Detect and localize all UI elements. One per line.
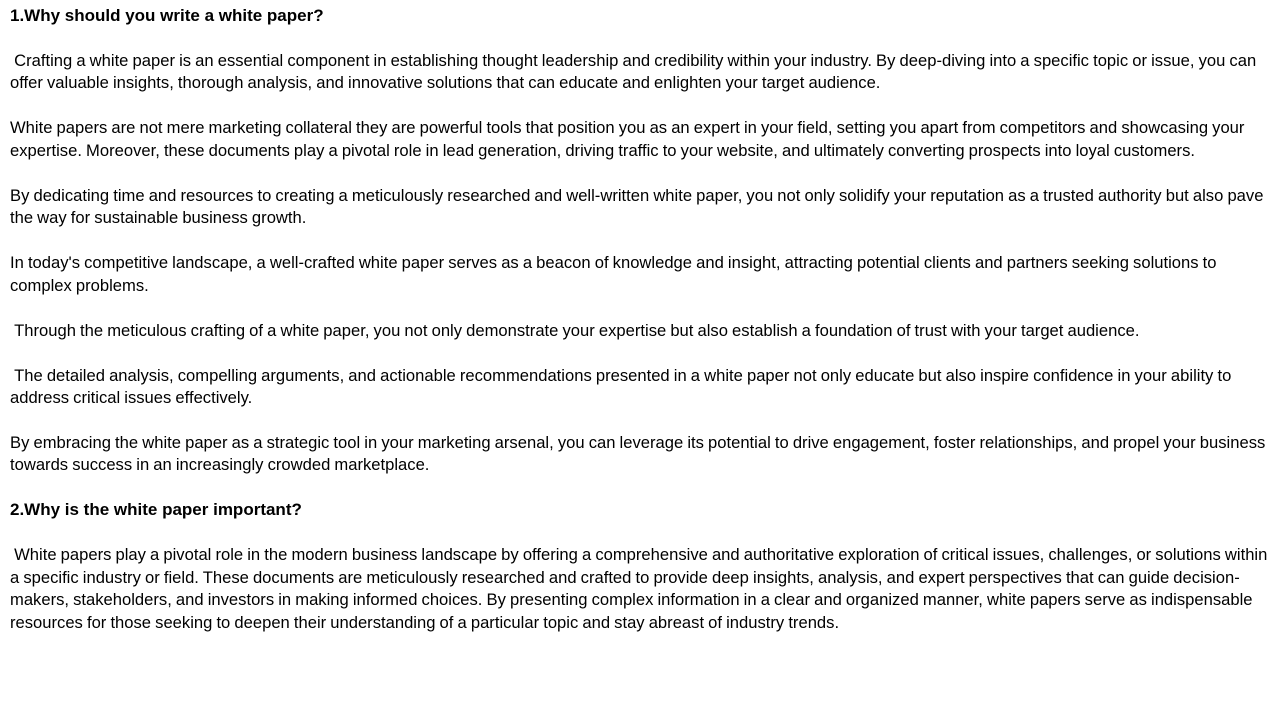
paragraph: Through the meticulous crafting of a white paper, you not only demonstrate your expertise but also establish a foundation of trust with your target audience. xyxy=(10,320,1140,340)
section-why-write xyxy=(10,5,1278,477)
paragraph: The detailed analysis, compelling arguments, and actionable recommendations presented in a white paper not only educate but also inspire confidence in your ability to address critical issues effectively. xyxy=(10,365,1236,408)
paragraph: White papers are not mere marketing collateral they are powerful tools that position you as an expert in your field, setting you apart from competitors and showcasing your expertise. Moreover, these documents play a pivotal role in lead generation, driving traffic to your website, and ultimately converting prospects into loyal customers. xyxy=(10,118,1249,160)
paragraph: By dedicating time and resources to creating a meticulously researched and well-written white paper, you not only solidify your reputation as a trusted authority but also pave the way for sustainable business growth. xyxy=(10,185,1268,228)
section-heading: 1.Why should you write a white paper? xyxy=(10,6,324,25)
section-heading: 2.Why is the white paper important? xyxy=(10,500,302,520)
paragraph: White papers play a pivotal role in the modern business landscape by offering a comprehensive and authoritative exploration of critical issues, challenges, or solutions within a specific industry or field. These documents are meticulously researched and crafted to provide deep insights, analysis, and expert perspectives that can guide decision-makers, stakeholders, and investors in making informed choices. By presenting complex information in a clear and organized manner, white papers serve as indispensable resources for those seeking to deepen their understanding of a particular topic and stay abreast of industry trends. xyxy=(10,545,1272,632)
paragraph: Crafting a white paper is an essential component in establishing thought leadership and credibility within your industry. By deep-diving into a specific topic or issue, you can offer valuable insights, thorough analysis, and innovative solutions that can educate and enlighten your target audience. xyxy=(10,51,1261,93)
paragraph: In today's competitive landscape, a well-crafted white paper serves as a beacon of knowledge and insight, attracting potential clients and partners seeking solutions to complex problems. xyxy=(10,253,1221,295)
section-why-important xyxy=(10,499,1278,634)
paragraph: By embracing the white paper as a strategic tool in your marketing arsenal, you can leverage its potential to drive engagement, foster relationships, and propel your business towards success in an increasingly crowded marketplace. xyxy=(10,433,1270,475)
